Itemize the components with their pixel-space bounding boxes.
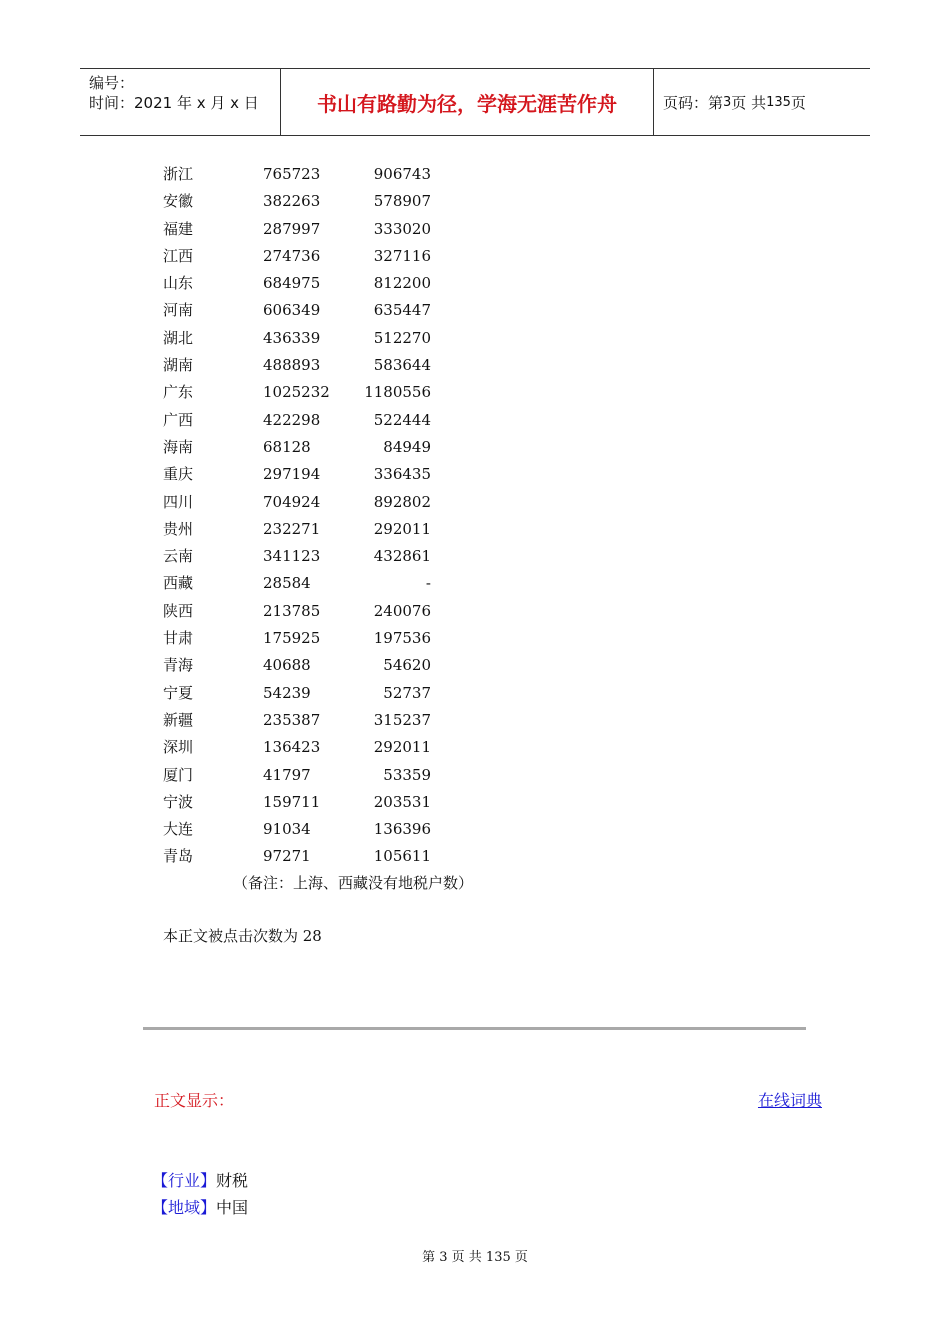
value-col-1: 175925 xyxy=(263,629,321,648)
value-col-2: 105611 xyxy=(373,847,431,866)
region-name: 贵州 xyxy=(163,519,194,538)
region-name: 湖北 xyxy=(163,328,194,347)
value-col-1: 41797 xyxy=(263,765,311,784)
value-col-1: 436339 xyxy=(263,328,321,347)
region-name: 云南 xyxy=(163,547,194,566)
industry-value: 财税 xyxy=(216,1171,249,1190)
body-display-label: 正文显示： xyxy=(154,1091,235,1110)
industry-line xyxy=(152,1168,248,1191)
region-name: 大连 xyxy=(163,820,194,839)
region-name: 厦门 xyxy=(163,765,194,784)
value-col-1: 684975 xyxy=(263,274,321,293)
region-name: 新疆 xyxy=(163,710,194,729)
value-col-2: 53359 xyxy=(383,765,431,784)
value-col-1: 68128 xyxy=(263,437,311,456)
region-name: 青海 xyxy=(163,656,194,675)
divider xyxy=(143,1027,806,1030)
region-name: 海南 xyxy=(163,437,194,456)
value-col-1: 606349 xyxy=(263,301,321,320)
header-page-info xyxy=(654,69,870,135)
value-col-1: 341123 xyxy=(263,547,321,566)
value-col-1: 232271 xyxy=(263,519,321,538)
value-col-2: 292011 xyxy=(373,519,431,538)
value-col-1: 422298 xyxy=(263,410,321,429)
table-note: （备注：上海、西藏没有地税户数） xyxy=(233,874,474,892)
value-col-1: 704924 xyxy=(263,492,321,511)
region-name: 安徽 xyxy=(163,192,194,211)
page-footer: 第 3 页 共 135 页 xyxy=(422,1250,528,1265)
region-name: 宁波 xyxy=(163,792,194,811)
value-col-2: 52737 xyxy=(383,683,431,702)
value-col-1: 297194 xyxy=(263,465,321,484)
value-col-2: 1180556 xyxy=(364,383,431,402)
value-col-2: 892802 xyxy=(373,492,431,511)
region-name: 广西 xyxy=(163,410,194,429)
header-left-cell xyxy=(80,69,281,135)
click-count: 本正文被点击次数为 28 xyxy=(163,927,322,945)
value-col-1: 97271 xyxy=(263,847,311,866)
value-col-2: 522444 xyxy=(373,410,431,429)
region-name: 青岛 xyxy=(163,847,194,866)
region-name: 重庆 xyxy=(163,465,194,484)
region-name: 浙江 xyxy=(163,165,194,183)
value-col-2: 583644 xyxy=(373,356,431,375)
value-col-2: 333020 xyxy=(373,219,431,238)
region-name: 陕西 xyxy=(163,601,194,620)
value-col-2: 336435 xyxy=(373,465,431,484)
region-name: 宁夏 xyxy=(163,683,194,702)
page-label-suffix: 页 xyxy=(790,93,806,112)
value-col-1: 91034 xyxy=(263,820,311,839)
value-col-1: 765723 xyxy=(263,165,321,183)
value-col-2: 327116 xyxy=(373,246,431,265)
value-col-2: 240076 xyxy=(373,601,431,620)
value-col-1: 1025232 xyxy=(263,383,330,402)
region-name: 江西 xyxy=(163,246,194,265)
region-name: 四川 xyxy=(163,492,194,511)
region-name: 山东 xyxy=(163,274,194,293)
page-label-mid: 页 共 xyxy=(731,93,767,112)
value-col-2: - xyxy=(425,574,431,593)
value-col-2: 292011 xyxy=(373,738,431,757)
value-col-2: 635447 xyxy=(373,301,431,320)
value-col-2: 54620 xyxy=(383,656,431,675)
page-total: 135 xyxy=(766,94,791,110)
region-line xyxy=(152,1195,248,1218)
document-header xyxy=(80,68,870,136)
serial-number-label: 编号： xyxy=(89,74,135,92)
date-label: 时间：2021 年 x 月 x 日 xyxy=(89,94,259,112)
online-dictionary-link[interactable]: 在线词典 xyxy=(757,1091,822,1110)
value-col-1: 235387 xyxy=(263,710,321,729)
value-col-1: 382263 xyxy=(263,192,321,211)
region-name: 甘肃 xyxy=(163,629,194,648)
value-col-1: 28584 xyxy=(263,574,311,593)
value-col-2: 197536 xyxy=(373,629,431,648)
value-col-2: 906743 xyxy=(373,165,431,183)
value-col-2: 812200 xyxy=(373,274,431,293)
region-name: 广东 xyxy=(163,383,194,402)
region-name: 西藏 xyxy=(163,574,194,593)
value-col-1: 274736 xyxy=(263,246,321,265)
value-col-2: 136396 xyxy=(373,820,431,839)
value-col-2: 512270 xyxy=(373,328,431,347)
region-name: 河南 xyxy=(163,301,194,320)
page-current: 3 xyxy=(723,94,732,110)
value-col-2: 203531 xyxy=(373,792,431,811)
value-col-1: 54239 xyxy=(263,683,311,702)
region-value: 中国 xyxy=(216,1198,249,1217)
page-label-prefix: 页码：第 xyxy=(663,93,724,112)
value-col-1: 40688 xyxy=(263,656,311,675)
value-col-1: 159711 xyxy=(263,792,321,811)
region-name: 深圳 xyxy=(163,738,194,757)
value-col-1: 287997 xyxy=(263,219,321,238)
header-motto: 书山有路勤为径，学海无涯苦作舟 xyxy=(281,69,654,135)
value-col-1: 136423 xyxy=(263,738,321,757)
value-col-2: 84949 xyxy=(383,437,431,456)
region-label: 【地域】 xyxy=(152,1198,217,1217)
value-col-1: 213785 xyxy=(263,601,321,620)
region-name: 湖南 xyxy=(163,356,194,375)
value-col-2: 432861 xyxy=(373,547,431,566)
value-col-2: 578907 xyxy=(373,192,431,211)
value-col-2: 315237 xyxy=(373,710,431,729)
region-name: 福建 xyxy=(163,219,194,238)
industry-label: 【行业】 xyxy=(152,1171,217,1190)
value-col-1: 488893 xyxy=(263,356,321,375)
